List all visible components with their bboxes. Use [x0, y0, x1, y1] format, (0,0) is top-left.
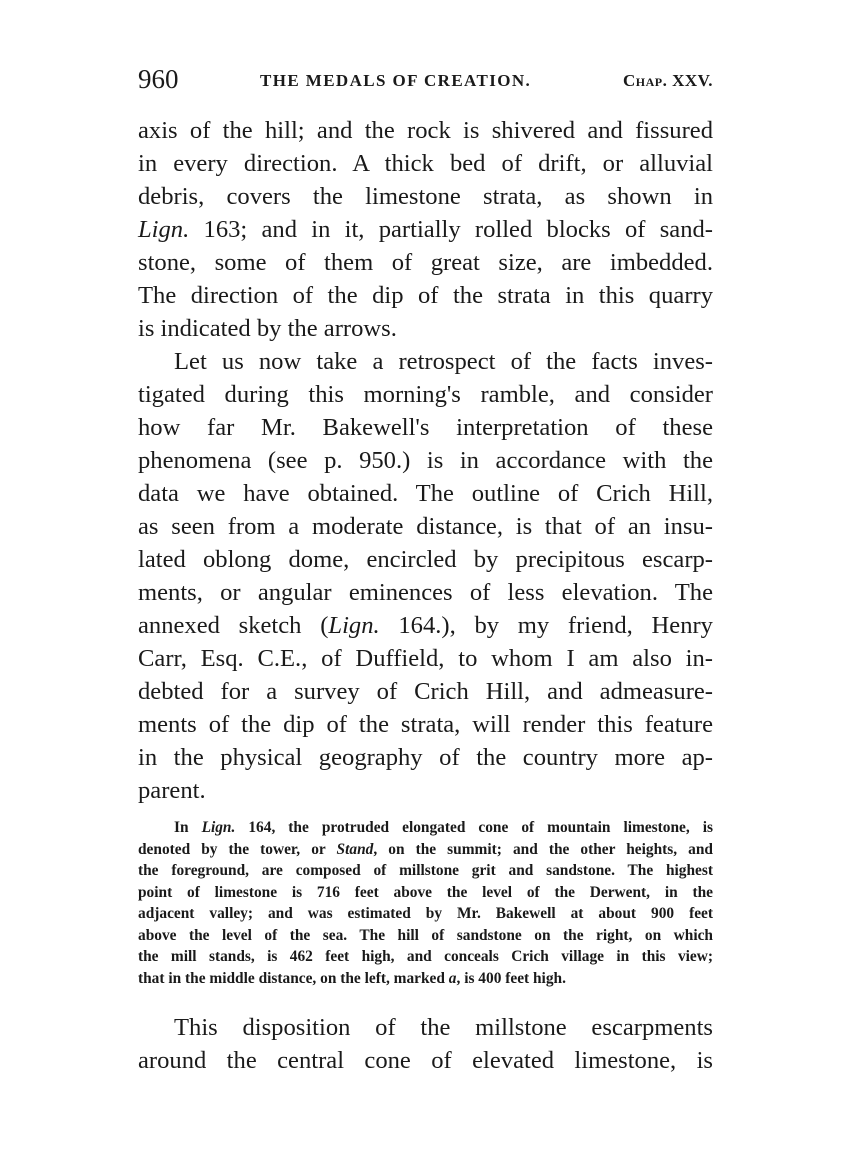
text-line: in every direction. A thick bed of drift, or alluvial — [138, 150, 713, 177]
note-line: the foreground, are composed of millstone grit and sandstone. The highest — [138, 862, 713, 879]
text-line: This disposition of the millstone escarpments — [174, 1014, 713, 1041]
text-line: Let us now take a retrospect of the facts inves- — [174, 348, 713, 375]
running-head — [138, 62, 713, 96]
text-line: tigated during this morning's ramble, and consider — [138, 381, 713, 408]
text-line: parent. — [138, 777, 206, 804]
text-line: The direction of the dip of the strata in this quarry — [138, 282, 713, 309]
paragraph-continued — [138, 114, 713, 345]
note-line: In Lign. 164, the protruded elongated cone of mountain limestone, is — [174, 819, 713, 836]
note-line: the mill stands, is 462 feet high, and conceals Crich village in this view; — [138, 948, 713, 965]
text-line: phenomena (see p. 950.) is in accordance with the — [138, 447, 713, 474]
chapter-reference: Chap. XXV. — [623, 71, 713, 90]
text-line: stone, some of them of great size, are imbedded. — [138, 249, 713, 276]
paragraph-closing — [138, 1011, 713, 1077]
text-line: around the central cone of elevated limestone, is — [138, 1047, 713, 1074]
text-line: in the physical geography of the country more ap- — [138, 744, 713, 771]
note-line: denoted by the tower, or Stand, on the summit; and the other heights, and — [138, 840, 713, 858]
text-line: axis of the hill; and the rock is shivered and fissured — [138, 117, 713, 144]
text-line: ments of the dip of the strata, will render this feature — [138, 711, 713, 738]
text-line: Lign. 163; and in it, partially rolled blocks of sand- — [138, 216, 713, 243]
text-line: debted for a survey of Crich Hill, and admeasure- — [138, 678, 713, 705]
text-line: ments, or angular eminences of less elevation. The — [138, 579, 713, 606]
note-line: above the level of the sea. The hill of sandstone on the right, on which — [138, 926, 713, 944]
paragraph-retrospect — [138, 345, 713, 807]
note-line: adjacent valley; and was estimated by Mr. Bakewell at about 900 feet — [138, 905, 713, 922]
text-line: lated oblong dome, encircled by precipitous escarp- — [138, 546, 713, 573]
text-line: how far Mr. Bakewell's interpretation of these — [138, 414, 713, 441]
text-line: is indicated by the arrows. — [138, 315, 397, 342]
note-line: point of limestone is 716 feet above the level of the Derwent, in the — [138, 883, 713, 901]
text-line: data we have obtained. The outline of Crich Hill, — [138, 480, 713, 507]
text-line: annexed sketch (Lign. 164.), by my friend, Henry — [138, 612, 713, 639]
text-line: debris, covers the limestone strata, as shown in — [138, 183, 713, 210]
book-title: THE MEDALS OF CREATION. — [260, 71, 532, 90]
page-number: 960 — [138, 64, 179, 94]
note-line: that in the middle distance, on the left, marked a, is 400 feet high. — [138, 969, 566, 987]
figure-note — [138, 817, 713, 989]
text-line: as seen from a moderate distance, is that of an insu- — [138, 513, 713, 540]
text-line: Carr, Esq. C.E., of Duffield, to whom I am also in- — [138, 645, 713, 672]
